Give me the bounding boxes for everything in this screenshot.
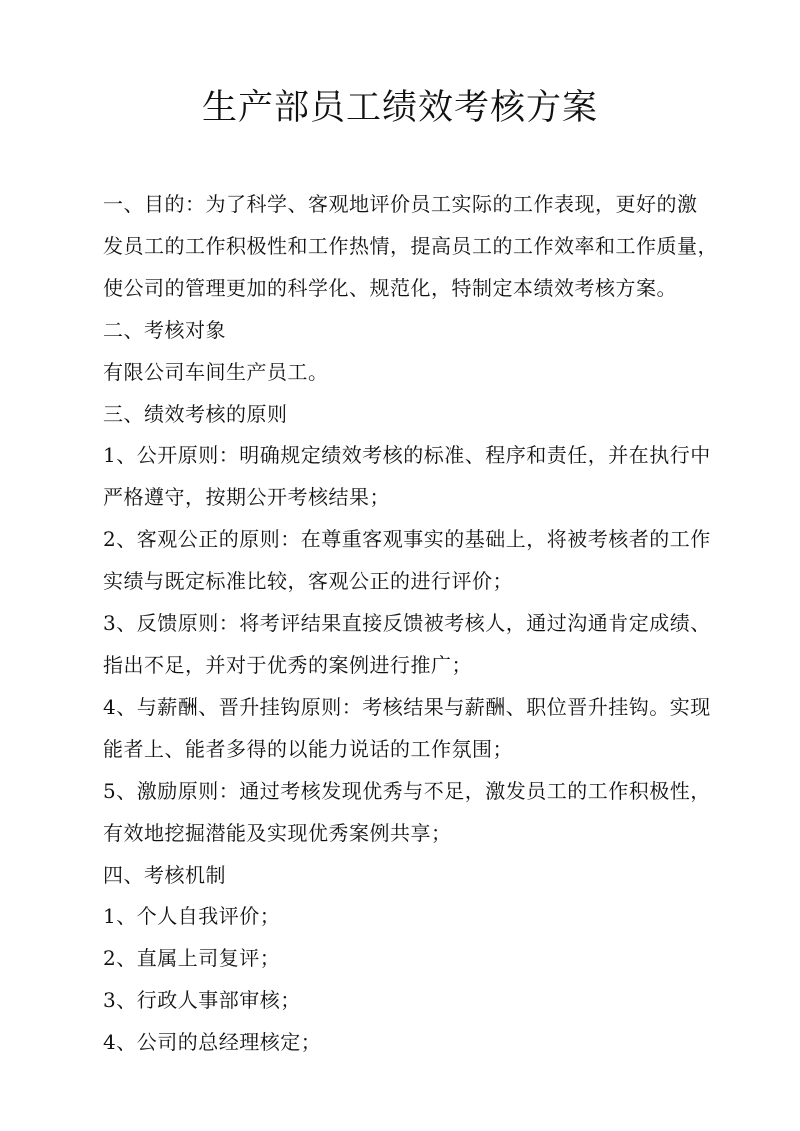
document-title: 生产部员工绩效考核方案 — [201, 88, 598, 128]
paragraph-line: 3、行政人事部审核； — [103, 988, 301, 1013]
paragraph-line: 指出不足，并对于优秀的案例进行推广； — [103, 652, 472, 677]
paragraph-line: 1、个人自我评价； — [103, 904, 281, 929]
paragraph-line: 一、目的：为了科学、客观地评价员工实际的工作表现，更好的激 — [103, 192, 698, 216]
paragraph-line: 能者上、能者多得的以能力说话的工作氛围； — [103, 736, 513, 761]
paragraph-line: 4、与薪酬、晋升挂钩原则：考核结果与薪酬、职位晋升挂钩。实现 — [103, 694, 711, 719]
paragraph-line: 有效地挖掘潜能及实现优秀案例共享； — [103, 820, 452, 845]
paragraph-line: 4、公司的总经理核定； — [103, 1030, 322, 1055]
paragraph-line: 三、绩效考核的原则 — [103, 401, 288, 426]
paragraph-line: 发员工的工作积极性和工作热情，提高员工的工作效率和工作质量， — [103, 233, 718, 258]
paragraph-line: 1、公开原则：明确规定绩效考核的标准、程序和责任，并在执行中 — [103, 443, 711, 468]
paragraph-line: 5、激励原则：通过考核发现优秀与不足，激发员工的工作积极性， — [103, 778, 711, 803]
paragraph-line: 2、直属上司复评； — [103, 946, 281, 971]
paragraph-line: 有限公司车间生产员工。 — [103, 359, 329, 384]
document-body — [103, 184, 743, 1064]
paragraph-line: 实绩与既定标准比较，客观公正的进行评价； — [103, 569, 513, 594]
paragraph-line: 2、客观公正的原则：在尊重客观事实的基础上，将被考核者的工作 — [103, 527, 711, 552]
paragraph-line: 3、反馈原则：将考评结果直接反馈被考核人，通过沟通肯定成绩、 — [103, 611, 711, 636]
paragraph-line: 使公司的管理更加的科学化、规范化，特制定本绩效考核方案。 — [103, 275, 677, 300]
paragraph-line: 严格遵守，按期公开考核结果； — [103, 485, 390, 510]
paragraph-line: 二、考核对象 — [103, 317, 226, 342]
paragraph-line: 四、考核机制 — [103, 862, 226, 887]
